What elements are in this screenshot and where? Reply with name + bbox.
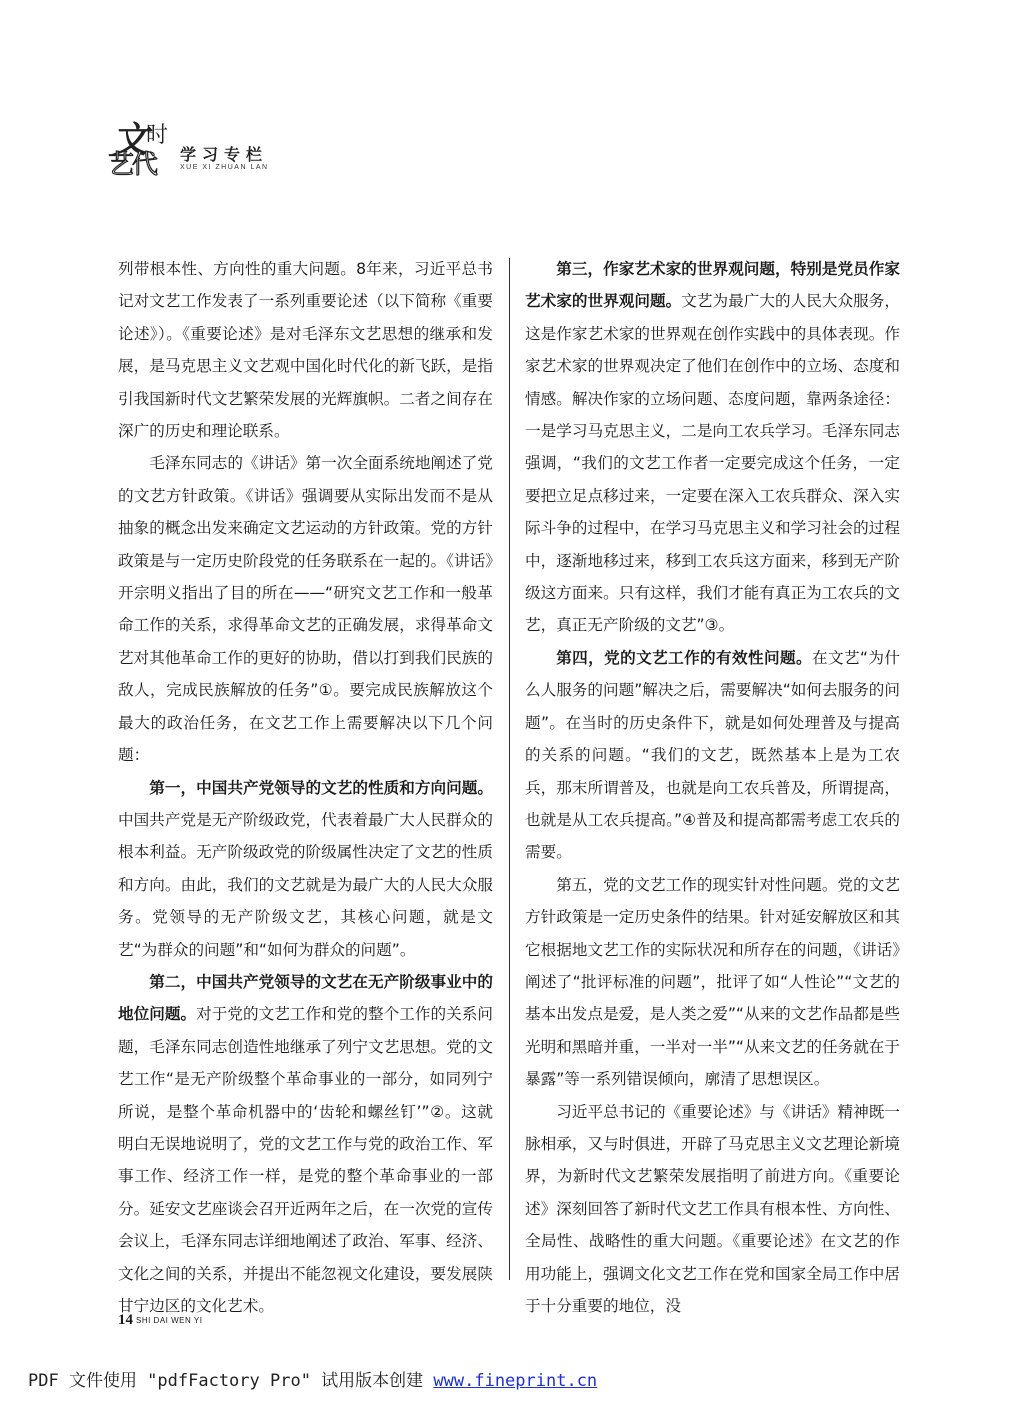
bold-heading-run: 第二，中国共产党领导的文艺在无产阶级事业中的地位问题。 — [118, 972, 493, 1024]
text-run: 习近平总书记的《重要论述》与《讲话》精神既一脉相承，又与时俱进，开辟了马克思主义文艺理论新境界，为新时代文艺繁荣发展指明了前进方向。《重要论述》深刻回答了新时代文艺工作具有根本性、方向性、全局性、战略性的重大问题。《重要论述》在文艺的作用功能上，强调文化文艺工作在党和国家全局工作中居于十分重要的地位，没 — [525, 1102, 900, 1315]
bold-heading-run: 第三，作家艺术家的世界观问题，特别是党员作家艺术家的世界观问题。 — [525, 260, 900, 311]
article-column-right — [525, 253, 900, 1315]
article-paragraph — [525, 642, 900, 869]
pdf-watermark — [28, 1366, 597, 1391]
text-run: 在文艺“为什么人服务的问题”解决之后，需要解决“如何去服务的问题”。在当时的历史条件下，就是如何处理普及与提高的关系的问题。“我们的文艺，既然基本上是为工农兵，那末所谓普及，也就是向工农兵普及，所谓提高，也就是从工农兵提高。”④普及和提高都需考虑工农兵的需要。 — [525, 648, 900, 862]
logo-yidai-chars: 艺代 — [108, 150, 157, 180]
text-run: 中国共产党是无产阶级政党，代表着最广大人民群众的根本利益。无产阶级政党的阶级属性决定了文艺的性质和方向。由此，我们的文艺就是为最广大的人民大众服务。党领导的无产阶级文艺，其核心问题，就是文艺“为群众的问题”和“如何为群众的问题”。 — [118, 810, 493, 959]
article-paragraph — [525, 1096, 900, 1323]
logo-wen-char: 文 — [112, 119, 149, 161]
logo-mark — [108, 116, 174, 178]
magazine-logo — [108, 116, 288, 178]
article-paragraph — [118, 966, 493, 1322]
text-run: 对于党的文艺工作和党的整个工作的关系问题，毛泽东同志创造性地继承了列宁文艺思想。党的文艺工作“是无产阶级整个革命事业的一部分，如同列宁所说，是整个革命机器中的‘齿轮和螺丝钉’”②。这就明白无误地说明了，党的文艺工作与党的政治工作、军事工作、经济工作一样，是党的整个革命事业的一部分。延安文艺座谈会召开近两年之后，在一次党的宣传会议上，毛泽东同志详细地阐述了政治、军事、经济、文化之间的关系，并提出不能忽视文化建设，要发展陕甘宁边区的文化艺术。 — [118, 1005, 493, 1315]
column-divider — [509, 258, 510, 1280]
article-paragraph — [118, 253, 493, 447]
column-pinyin: XUE XI ZHUAN LAN — [180, 164, 269, 171]
logo-shi-char: 时 — [146, 123, 169, 148]
page-number: 14 — [118, 1312, 133, 1328]
text-run: 第五，党的文艺工作的现实针对性问题。党的文艺方针政策是一定历史条件的结果。针对延安解放区和其它根据地文艺工作的实际状况和所存在的问题，《讲话》阐述了“批评标准的问题”，批评了如“人性论”“文艺的基本出发点是爱，是人类之爱”“从来的文艺作品都是些光明和黑暗并重，一半对一半”“从来文艺的任务就在于暴露”等一系列错误倾向，廓清了思想误区。 — [525, 875, 900, 1089]
article-column-left — [118, 253, 493, 1315]
watermark-text: PDF 文件使用 "pdfFactory Pro" 试用版本创建 — [28, 1371, 434, 1391]
bold-heading-run: 第一，中国共产党领导的文艺的性质和方向问题。 — [149, 778, 493, 797]
text-run: 列带根本性、方向性的重大问题。8年来，习近平总书记对文艺工作发表了一系列重要论述（以下简称《重要论述》）。《重要论述》是对毛泽东文艺思想的继承和发展，是马克思主义文艺观中国化时代化的新飞跃，是指引我国新时代文艺繁荣发展的光辉旗帜。二者之间存在深广的历史和理论联系。 — [118, 260, 493, 441]
bold-heading-run: 第四，党的文艺工作的有效性问题。 — [556, 648, 812, 667]
article-paragraph — [118, 772, 493, 966]
article-paragraph — [525, 253, 900, 642]
text-run: 毛泽东同志的《讲话》第一次全面系统地阐述了党的文艺方针政策。《讲话》强调要从实际出发而不是从抽象的概念出发来确定文艺运动的方针政策。党的方针政策是与一定历史阶段党的任务联系在一起的。《讲话》开宗明义指出了目的所在——“研究文艺工作和一般革命工作的关系，求得革命文艺的正确发展，求得革命文艺对其他革命工作的更好的协助，借以打到我们民族的敌人，完成民族解放的任务”①。要完成民族解放这个最大的政治任务，在文艺工作上需要解决以下几个问题： — [118, 454, 493, 765]
watermark-link[interactable]: www.fineprint.cn — [433, 1371, 598, 1391]
article-paragraph — [525, 869, 900, 1096]
column-title: 学习专栏 — [180, 145, 269, 164]
text-run: 文艺为最广大的人民大众服务，这是作家艺术家的世界观在创作实践中的具体表现。作家艺术家的世界观决定了他们在创作中的立场、态度和情感。解决作家的立场问题、态度问题，靠两条途径：一是学习马克思主义，二是向工农兵学习。毛泽东同志强调，“我们的文艺工作者一定要完成这个任务，一定要把立足点移过来，一定要在深入工农兵群众、深入实际斗争的过程中，在学习马克思主义和学习社会的过程中，逐渐地移过来，移到工农兵这方面来，移到无产阶级这方面来。只有这样，我们才能有真正为工农兵的文艺，真正无产阶级的文艺”③。 — [525, 292, 900, 635]
article-paragraph — [118, 447, 493, 771]
magazine-name: SHI DAI WEN YI — [136, 1316, 203, 1325]
